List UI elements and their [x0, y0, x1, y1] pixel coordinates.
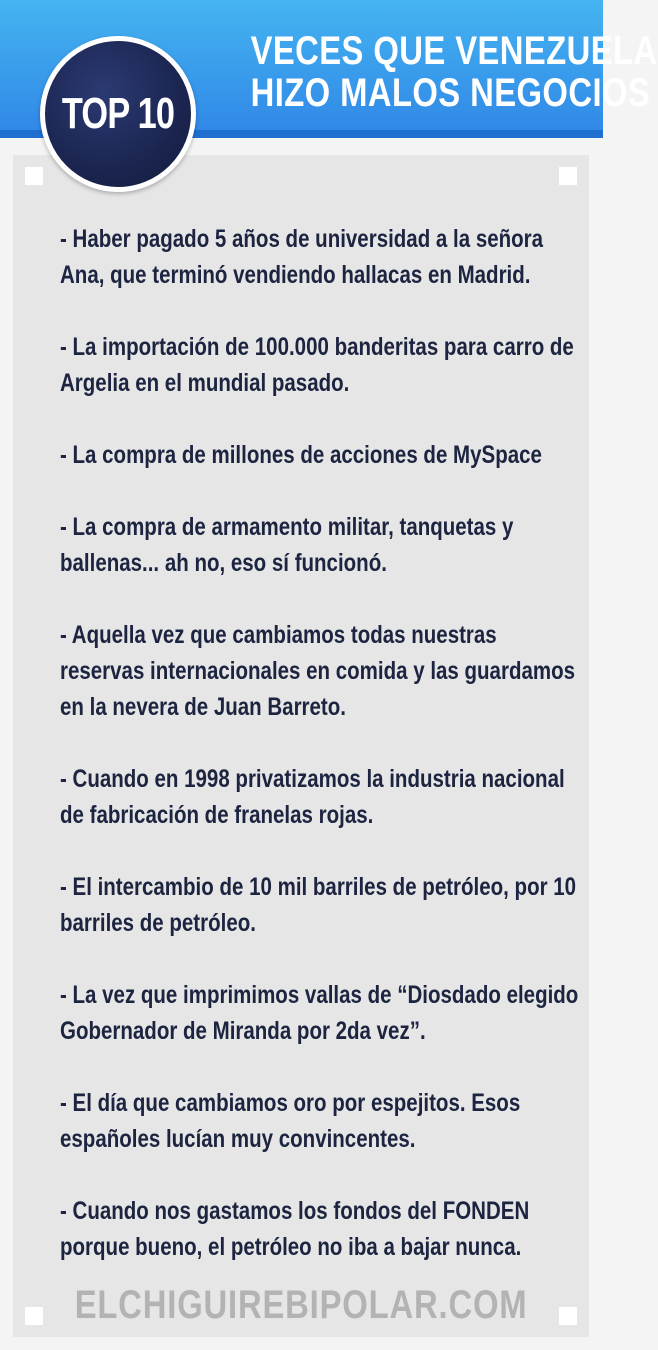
list-item: - Aquella vez que cambiamos todas nuestras reservas internacionales en comida y las guardamos en la nevera de Juan Barreto.: [60, 621, 576, 721]
list-item: - La vez que imprimimos vallas de “Diosdado elegido Gobernador de Miranda por 2da vez”.: [60, 981, 579, 1045]
content-panel: [13, 155, 589, 1337]
page-title: [175, 29, 658, 115]
list-item: - La compra de millones de acciones de MySpace: [60, 441, 542, 469]
site-watermark: [13, 1283, 589, 1328]
title-line-2: HIZO MALOS NEGOCIOS: [250, 71, 651, 115]
top-10-badge: [40, 36, 196, 192]
corner-square-top-right: [559, 167, 577, 185]
site-watermark-text: ELCHIGUIREBIPOLAR.COM: [74, 1283, 528, 1327]
list-item: - El día que cambiamos oro por espejitos. Esos españoles lucían muy convincentes.: [60, 1089, 521, 1153]
corner-square-top-left: [25, 167, 43, 185]
badge-label: TOP 10: [61, 89, 175, 138]
list-item: - Cuando nos gastamos los fondos del FONDEN porque bueno, el petróleo no iba a bajar nunca.: [60, 1197, 530, 1261]
list-item: - La importación de 100.000 banderitas para carro de Argelia en el mundial pasado.: [60, 333, 574, 397]
list-item: - Haber pagado 5 años de universidad a la señora Ana, que terminó vendiendo hallacas en Madrid.: [60, 225, 544, 289]
list-item: - Cuando en 1998 privatizamos la industria nacional de fabricación de franelas rojas.: [60, 765, 565, 829]
list-item: - El intercambio de 10 mil barriles de petróleo, por 10 barriles de petróleo.: [60, 873, 577, 937]
title-line-1: VECES QUE VENEZUELA: [250, 29, 658, 73]
top-list: [60, 221, 580, 1301]
list-item: - La compra de armamento militar, tanquetas y ballenas... ah no, eso sí funcionó.: [60, 513, 514, 577]
